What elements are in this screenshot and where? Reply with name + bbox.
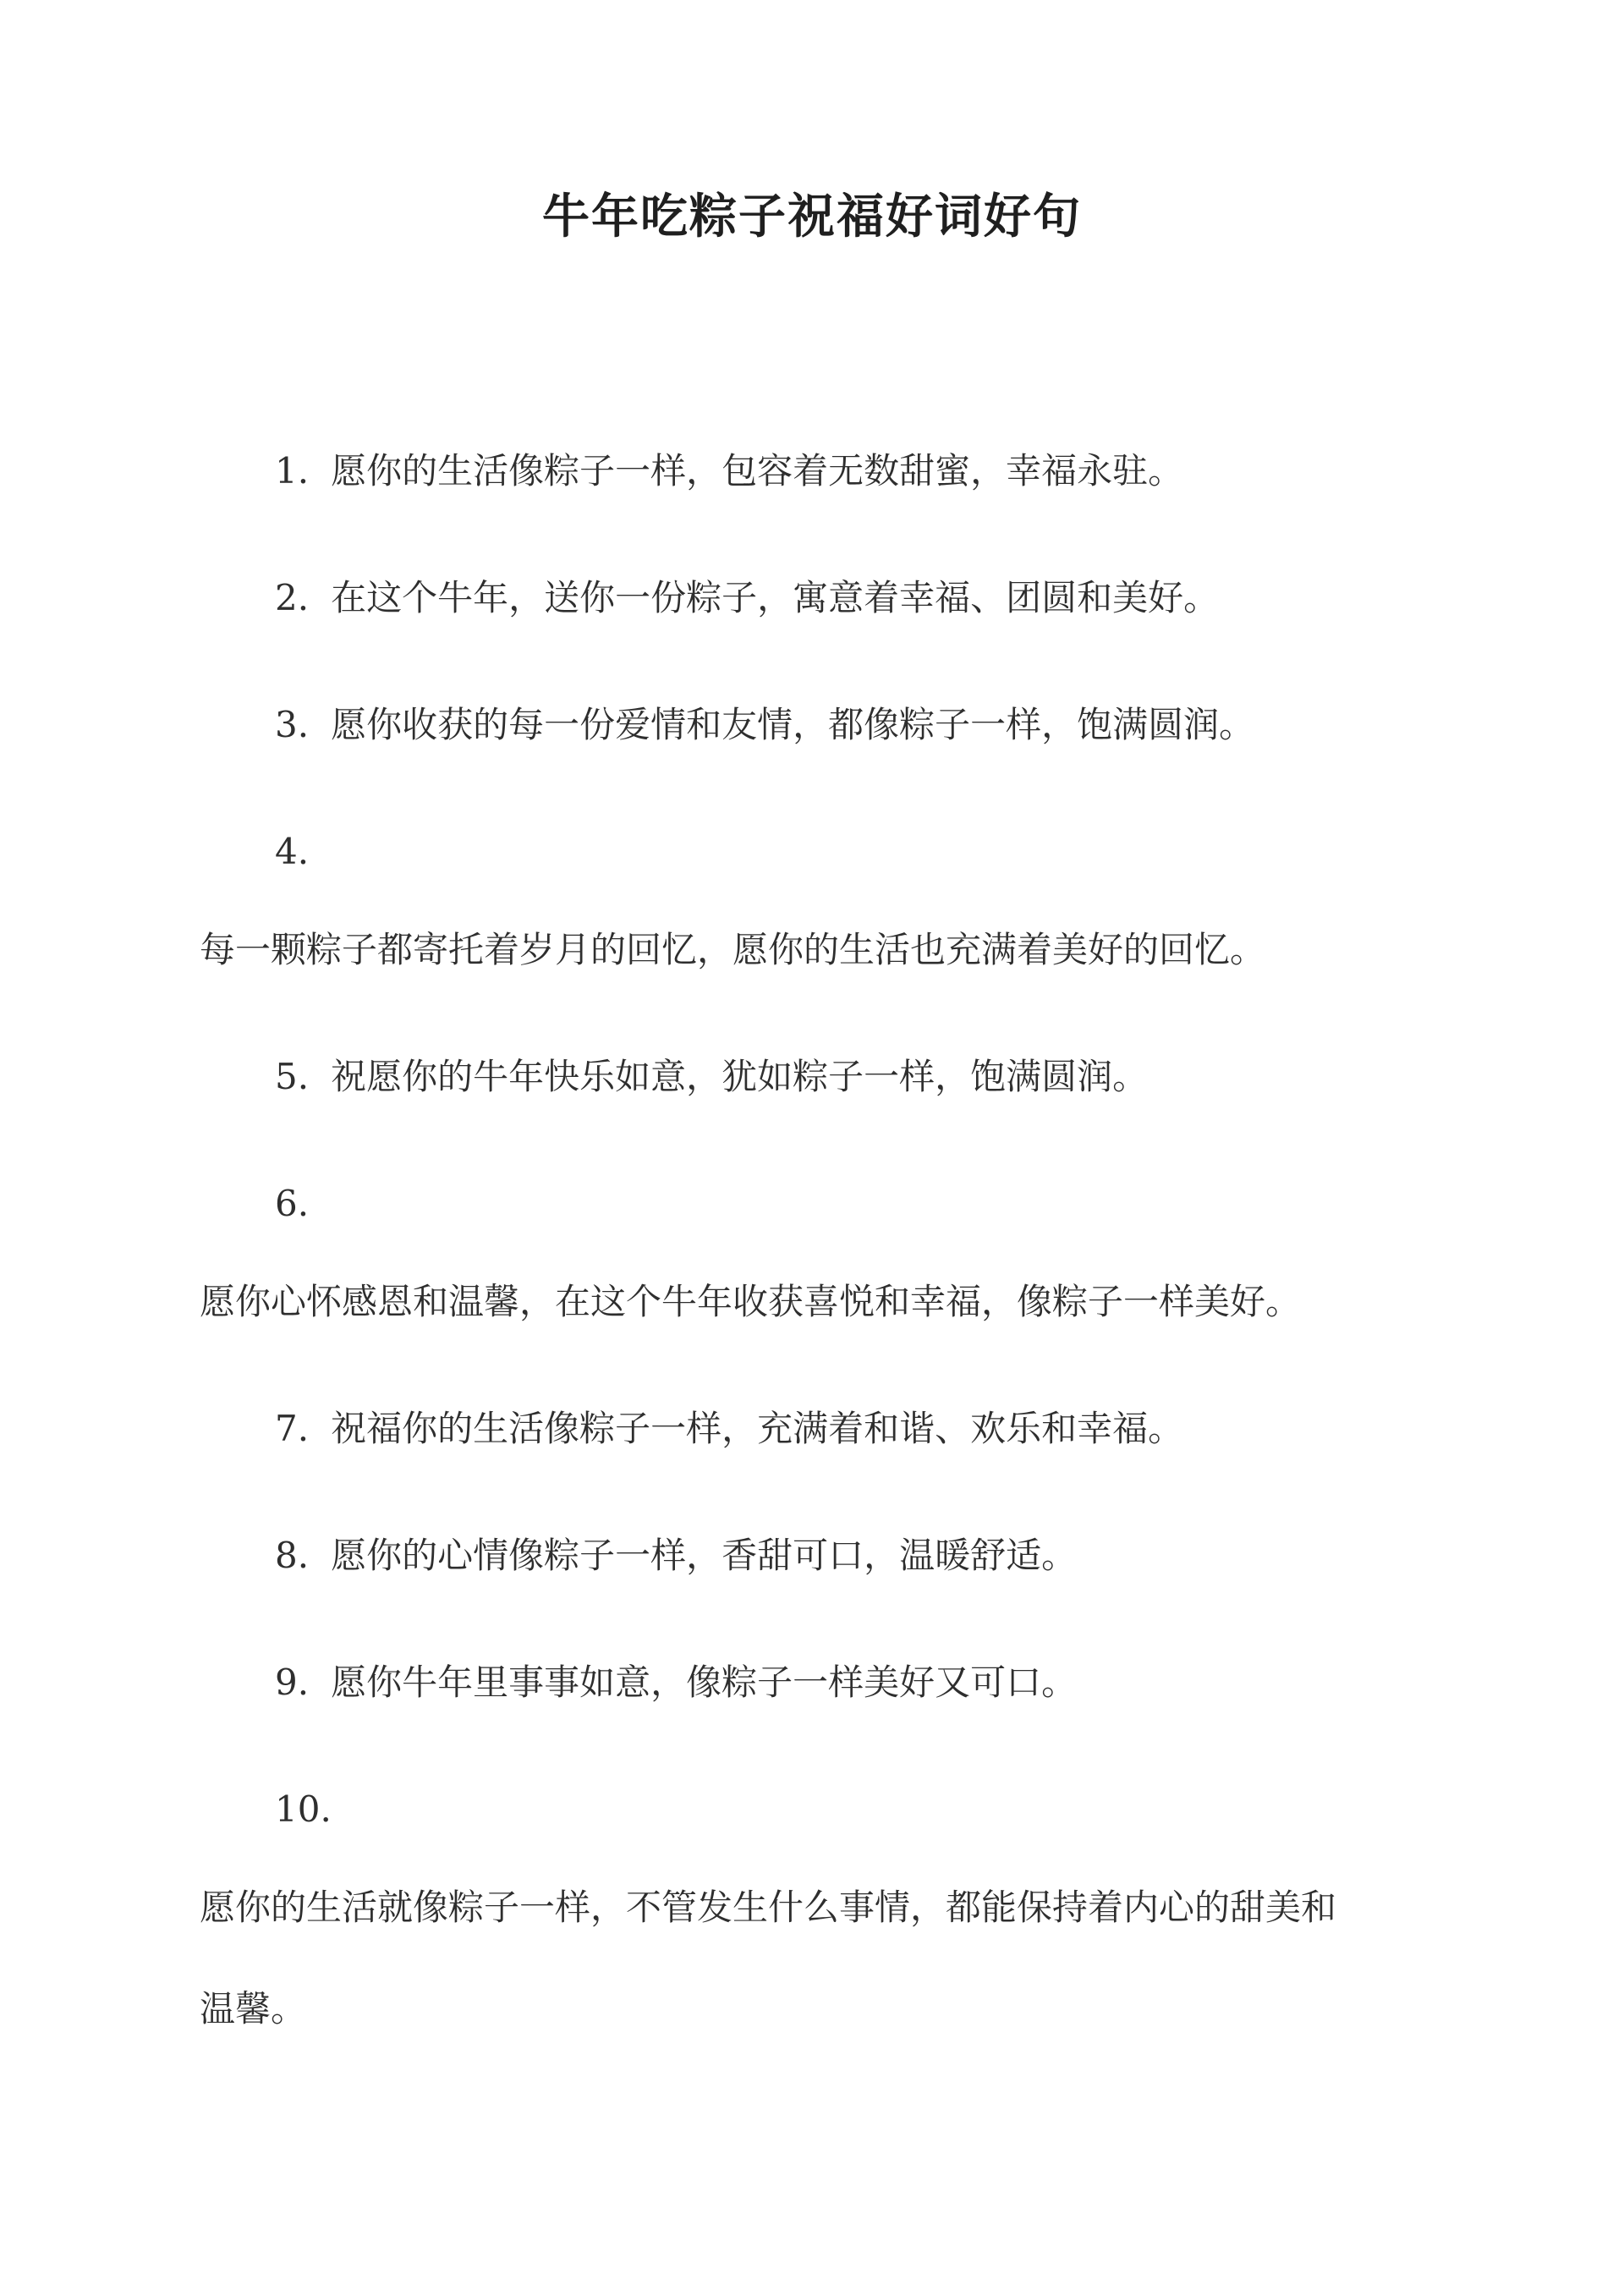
list-item-3 — [275, 704, 1255, 745]
list-item-number: 5. — [275, 1056, 310, 1097]
list-item-6-text: 愿你心怀感恩和温馨，在这个牛年收获喜悦和幸福，像粽子一样美好。 — [200, 1281, 1302, 1322]
list-item-text: 祝福你的生活像粽子一样，充满着和谐、欢乐和幸福。 — [331, 1408, 1184, 1449]
list-item-number: 3. — [275, 704, 310, 745]
list-item-text: 愿你收获的每一份爱情和友情，都像粽子一样，饱满圆润。 — [331, 704, 1255, 745]
page-title: 牛年吃粽子祝福好词好句 — [542, 189, 1082, 244]
list-item-10-text-line2: 温馨。 — [200, 1988, 307, 2030]
list-item-number: 1. — [275, 450, 310, 492]
list-item-number: 8. — [275, 1535, 310, 1576]
list-item-6-number: 6. — [275, 1183, 310, 1224]
list-item-10-number: 10. — [275, 1788, 332, 1830]
list-item-9 — [275, 1662, 1078, 1703]
list-item-10-text-line1: 愿你的生活就像粽子一样，不管发生什么事情，都能保持着内心的甜美和 — [200, 1887, 1337, 1928]
list-item-7 — [275, 1408, 1184, 1449]
list-item-number: 2. — [275, 577, 310, 618]
list-item-2 — [275, 577, 1220, 618]
list-item-text: 愿你牛年里事事如意，像粽子一样美好又可口。 — [331, 1662, 1078, 1703]
list-item-4-number: 4. — [275, 831, 310, 872]
list-item-1 — [275, 450, 1184, 492]
list-item-text: 祝愿你的牛年快乐如意，犹如粽子一样，饱满圆润。 — [331, 1056, 1149, 1097]
list-item-text: 在这个牛年，送你一份粽子，寓意着幸福、团圆和美好。 — [331, 577, 1220, 618]
list-item-5 — [275, 1056, 1149, 1097]
list-item-number: 9. — [275, 1662, 310, 1703]
list-item-text: 愿你的生活像粽子一样，包容着无数甜蜜，幸福永驻。 — [331, 450, 1184, 492]
list-item-8 — [275, 1535, 1078, 1576]
list-item-number: 7. — [275, 1408, 310, 1449]
list-item-4-text: 每一颗粽子都寄托着岁月的回忆，愿你的生活也充满着美好的回忆。 — [200, 929, 1266, 970]
list-item-text: 愿你的心情像粽子一样，香甜可口，温暖舒适。 — [331, 1535, 1078, 1576]
